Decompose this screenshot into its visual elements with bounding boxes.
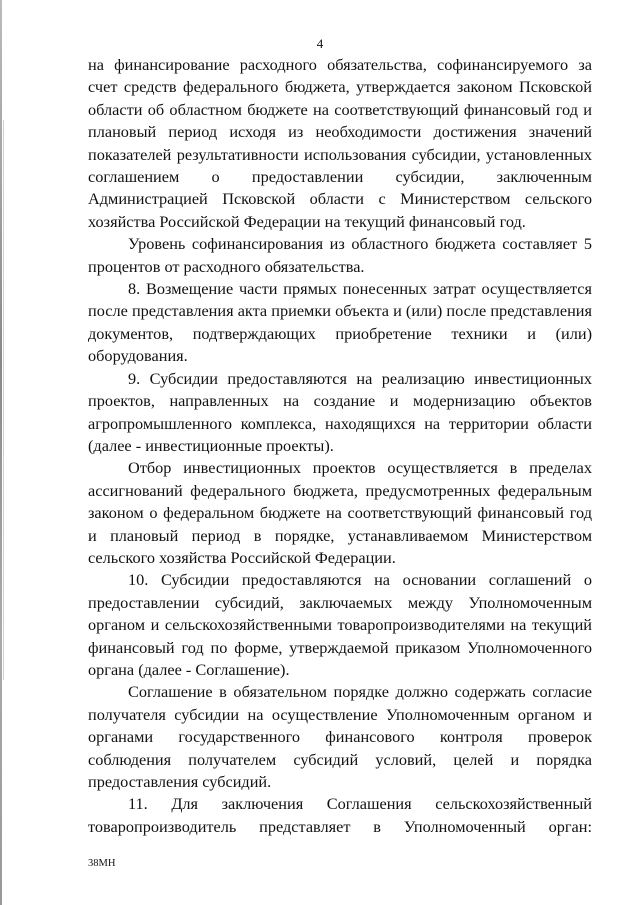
scan-page-edge — [0, 0, 2, 905]
document-body — [88, 54, 592, 838]
paragraph-item-9: 9. Субсидии предоставляются на реализацию инвестиционных проектов, направленных на создание и модернизацию объектов агропромышленного комплекса, находящихся на территории области (далее - инвестиционные проекты). — [88, 368, 592, 455]
footer-code: 38МН — [88, 858, 116, 869]
paragraph-cofinancing-level: Уровень софинансирования из областного бюджета составляет 5 процентов от расходного обязательства. — [88, 234, 592, 276]
paragraph-project-selection: Отбор инвестиционных проектов осуществляется в пределах ассигнований федерального бюджета, предусмотренных федеральным законом о федеральном бюджете на соответствующий финансовый год и плановый период в порядке, устанавливаемом Министерством сельского хозяйства Российской Федерации. — [88, 458, 592, 567]
scan-page-edge-shadow — [3, 120, 4, 680]
page-number: 4 — [316, 36, 324, 51]
paragraph-agreement-consent: Соглашение в обязательном порядке должно содержать согласие получателя субсидии на осуществление Уполномоченным органом и органами государственного финансового контроля проверок соблюдения получателем субсидий условий, целей и порядка предоставления субсидий. — [88, 682, 592, 791]
paragraph-item-11: 11. Для заключения Соглашения сельскохозяйственный товаропроизводитель представляет в Уполномоченный орган: — [88, 794, 592, 836]
paragraph-continuation: на финансирование расходного обязательства, софинансируемого за счет средств федерального бюджета, утверждается законом Псковской области об областном бюджете на соответствующий финансовый год и плановый период исходя из необходимости достижения значений показателей результативности использования субсидии, установленных соглашением о предоставлении субсидии, заключенным Администрацией Псковской области с Министерством сельского хозяйства Российской Федерации на текущий финансовый год. — [88, 55, 592, 231]
paragraph-item-8: 8. Возмещение части прямых понесенных затрат осуществляется после представления акта приемки объекта и (или) после представления документов, подтверждающих приобретение техники и (или) оборудования. — [88, 279, 592, 366]
paragraph-item-10: 10. Субсидии предоставляются на основании соглашений о предоставлении субсидий, заключаемых между Уполномоченным органом и сельскохозяйственными товаропроизводителями на текущий финансовый год по форме, утверждаемой приказом Уполномоченного органа (далее - Соглашение). — [88, 570, 592, 679]
